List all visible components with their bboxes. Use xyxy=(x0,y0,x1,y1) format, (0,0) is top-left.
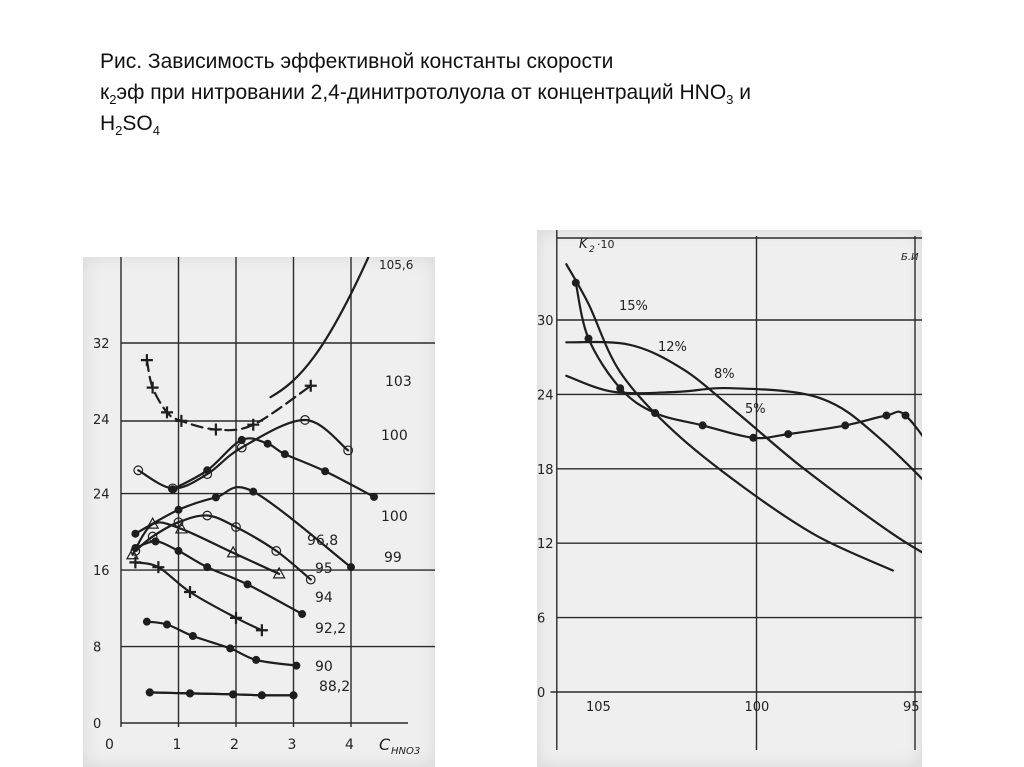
right-chart-labels xyxy=(537,237,922,721)
left-curve-label: 100 xyxy=(381,428,408,444)
left-data-point xyxy=(227,645,234,652)
left-data-point xyxy=(164,621,171,628)
left-x-axis-label-sub: HNO3 xyxy=(391,746,421,757)
title-line-2: $к_2эф$ при нитровании 2,4-динитротолуола от концентраций $HNO_3$ и xyxy=(100,81,751,108)
left-y-tick-label: 0 xyxy=(93,717,102,732)
right-y-axis-label-tail: ·10 xyxy=(597,238,615,251)
left-curve-label: 92,2 xyxy=(315,621,347,637)
left-curve-label: 96,8 xyxy=(307,533,339,549)
left-data-point xyxy=(230,691,237,698)
right-data-point xyxy=(699,422,706,429)
left-top-label: 105,6 xyxy=(379,258,414,272)
title-line-1: Рис. Зависимость эффективной константы скорости xyxy=(100,50,614,73)
right-series-line xyxy=(576,283,922,667)
left-data-point xyxy=(290,692,297,699)
left-y-tick-label: 8 xyxy=(93,640,102,656)
right-y-tick-label: 12 xyxy=(537,537,554,553)
right-chart-grid xyxy=(550,230,922,750)
left-data-point xyxy=(253,657,260,664)
right-series-line xyxy=(566,342,922,574)
left-chart-grid xyxy=(121,257,435,727)
left-data-point xyxy=(256,624,268,636)
right-data-point xyxy=(902,412,909,419)
right-chart-curves xyxy=(566,264,922,667)
left-data-point xyxy=(371,494,378,501)
right-curve-label: 5% xyxy=(745,402,766,417)
right-y-axis-label-sub: 2 xyxy=(589,245,595,255)
right-curve-label: 12% xyxy=(658,340,687,355)
right-curve-label: 15% xyxy=(619,299,648,314)
left-data-point xyxy=(204,564,211,571)
left-data-point xyxy=(210,423,222,435)
left-data-point xyxy=(143,618,150,625)
left-data-point xyxy=(152,561,164,573)
left-data-point xyxy=(244,581,251,588)
right-x-tick-label: 100 xyxy=(744,700,770,715)
left-y-tick-label: 24 xyxy=(93,413,110,428)
left-data-point xyxy=(132,530,139,537)
right-y-axis-label: K xyxy=(579,237,588,252)
left-series-line xyxy=(271,258,369,398)
right-x-tick-label: 95 xyxy=(903,700,920,715)
right-y-tick-label: 6 xyxy=(537,611,546,627)
left-x-tick-label: 4 xyxy=(345,737,354,753)
left-data-point xyxy=(293,662,300,669)
right-data-point xyxy=(585,335,592,342)
left-chart xyxy=(83,257,435,767)
left-data-point xyxy=(258,692,265,699)
right-chart-scan xyxy=(537,230,922,767)
right-x-tick-label: 105 xyxy=(586,700,611,715)
left-data-point xyxy=(146,689,153,696)
right-series-line xyxy=(566,264,893,570)
left-data-point xyxy=(250,488,257,495)
left-series-line xyxy=(147,622,297,666)
right-y-tick-label: 30 xyxy=(537,314,554,329)
left-curve-label: 100 xyxy=(381,509,408,525)
left-y-tick-label: 24 xyxy=(93,487,110,503)
left-y-tick-label: 16 xyxy=(93,564,110,580)
right-data-point xyxy=(883,412,890,419)
left-data-point xyxy=(169,486,176,493)
left-data-point xyxy=(147,382,159,394)
right-y-tick-label: 0 xyxy=(537,686,546,701)
right-y-tick-label: 18 xyxy=(537,462,554,478)
left-curve-label: 95 xyxy=(315,561,333,577)
right-curve-label: 8% xyxy=(714,367,735,382)
right-chart-points xyxy=(572,279,922,670)
left-data-point xyxy=(299,611,306,618)
left-data-point xyxy=(264,440,271,447)
right-corner-mark: Б.И xyxy=(901,252,919,263)
right-chart xyxy=(537,230,922,767)
left-data-point xyxy=(175,415,187,427)
title-line-3: $H_2SO_4$ xyxy=(100,112,160,139)
left-data-point xyxy=(238,437,245,444)
left-data-point xyxy=(152,538,159,545)
left-curve-label: 94 xyxy=(315,590,333,606)
left-x-tick-label: 1 xyxy=(172,737,182,753)
left-x-tick-label: 3 xyxy=(287,737,297,753)
left-data-point xyxy=(187,690,194,697)
left-data-point xyxy=(212,494,219,501)
left-data-point xyxy=(322,468,329,475)
right-data-point xyxy=(750,434,757,441)
left-series-line xyxy=(150,692,294,695)
slide-title xyxy=(100,46,980,139)
right-data-point xyxy=(617,385,624,392)
left-curve-label: 88,2 xyxy=(319,679,351,695)
left-data-point xyxy=(204,467,211,474)
right-y-tick-label: 24 xyxy=(537,388,554,404)
left-curve-label: 103 xyxy=(385,374,412,390)
left-data-point xyxy=(230,612,242,624)
left-x-tick-label: 2 xyxy=(230,737,239,753)
left-chart-scan xyxy=(83,257,435,767)
right-data-point xyxy=(652,410,659,417)
right-data-point xyxy=(785,431,792,438)
left-data-point xyxy=(348,564,355,571)
left-series-line xyxy=(135,562,262,630)
left-x-axis-label: C xyxy=(379,735,391,754)
right-data-point xyxy=(842,422,849,429)
left-data-point xyxy=(132,545,139,552)
left-x-tick-label: 0 xyxy=(105,737,114,753)
left-data-point xyxy=(141,354,153,366)
left-series-line xyxy=(138,420,348,488)
left-chart-labels xyxy=(93,258,420,757)
right-data-point xyxy=(572,279,579,286)
left-data-point xyxy=(189,633,196,640)
left-data-point xyxy=(281,451,288,458)
left-data-point xyxy=(175,506,182,513)
left-y-tick-label: 32 xyxy=(93,337,110,352)
left-data-point xyxy=(175,548,182,555)
left-curve-label: 90 xyxy=(315,659,333,675)
left-curve-label: 99 xyxy=(384,550,402,566)
left-series-line xyxy=(147,360,311,430)
